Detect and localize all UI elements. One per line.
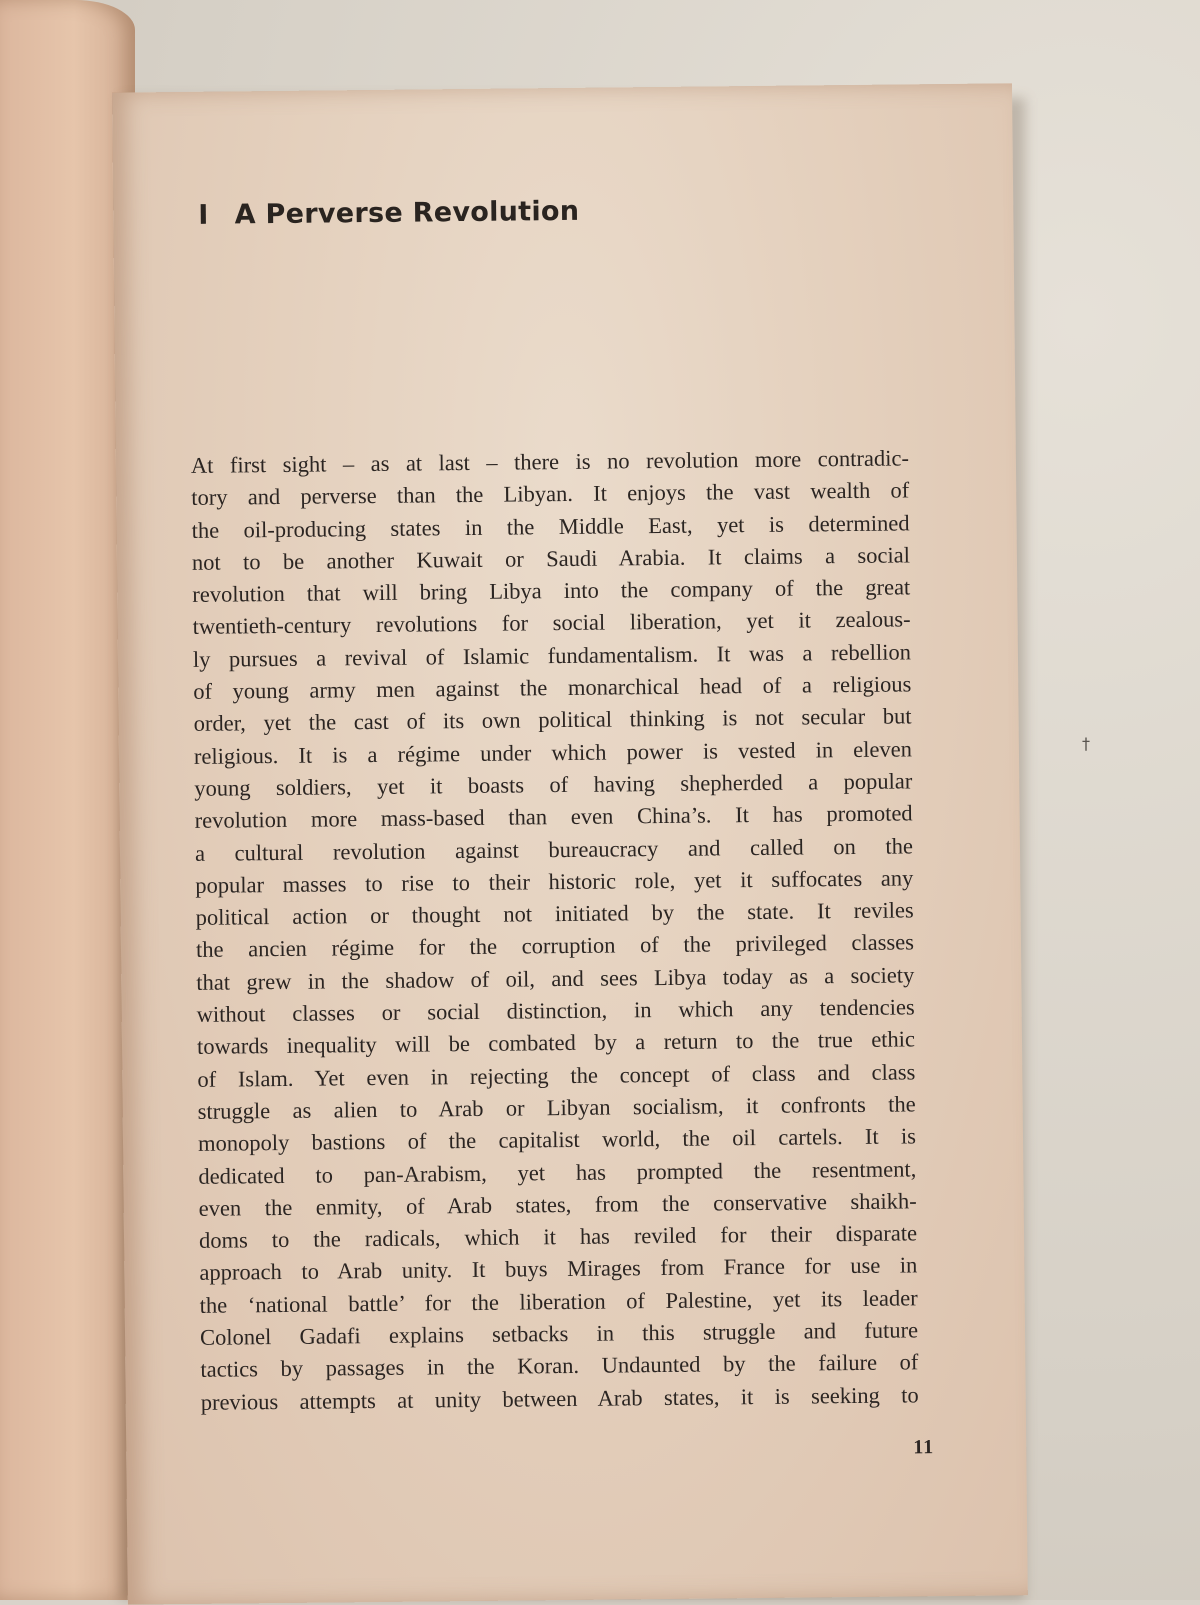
text-line: a cultural revolution against bureaucracy and called on the bbox=[194, 832, 914, 866]
chapter-heading bbox=[198, 196, 579, 231]
text-line: Colonel Gadafi explains setbacks in this struggle and future bbox=[199, 1317, 919, 1350]
text-line: even the enmity, of Arab states, from the conservative shaikh- bbox=[198, 1188, 917, 1221]
text-line: revolution that will bring Libya into the company of the great bbox=[192, 574, 911, 608]
text-line: monopoly bastions of the capitalist world, the oil cartels. It is bbox=[197, 1123, 917, 1157]
text-line: the ‘national battle’ for the liberation of Palestine, yet its leader bbox=[199, 1285, 918, 1318]
text-line: religious. It is a régime under which power is vested in eleven bbox=[193, 736, 913, 769]
text-line: twentieth-century revolutions for social liberation, yet it zealous- bbox=[192, 606, 911, 640]
text-line: of young army men against the monarchical head of a religious bbox=[193, 671, 912, 704]
text-line: young soldiers, yet it boasts of having shepherded a popular bbox=[194, 768, 913, 801]
text-line: ly pursues a revival of Islamic fundamentalism. It was a rebellion bbox=[192, 639, 912, 672]
chapter-number: I bbox=[198, 199, 209, 231]
text-line: without classes or social distinction, in which any tendencies bbox=[196, 994, 915, 1027]
text-line: that grew in the shadow of oil, and sees Libya today as a society bbox=[196, 962, 915, 995]
text-line: not to be another Kuwait or Saudi Arabia. It claims a social bbox=[191, 542, 911, 575]
body-paragraph bbox=[191, 442, 919, 1418]
text-line: the ancien régime for the corruption of the privileged classes bbox=[195, 929, 915, 963]
page-number: 11 bbox=[913, 1436, 935, 1459]
text-line: tactics by passages in the Koran. Undaunted by the failure of bbox=[200, 1349, 919, 1383]
text-line: towards inequality will be combated by a return to the true ethic bbox=[196, 1026, 916, 1060]
pencil-mark: † bbox=[1082, 734, 1090, 753]
text-line: political action or thought not initiated by the state. It reviles bbox=[195, 897, 914, 931]
text-line: At first sight – as at last – there is no revolution more contradic- bbox=[190, 445, 910, 478]
text-line: tory and perverse than the Libyan. It enjoys the vast wealth of bbox=[191, 477, 910, 511]
text-line: doms to the radicals, which it has reviled for their disparate bbox=[198, 1220, 918, 1253]
text-line: of Islam. Yet even in rejecting the concept of class and class bbox=[197, 1058, 916, 1092]
text-line: order, yet the cast of its own political thinking is not secular but bbox=[193, 703, 912, 737]
text-line: dedicated to pan-Arabism, yet has prompted the resentment, bbox=[198, 1155, 917, 1189]
text-line: approach to Arab unity. It buys Mirages from France for use in bbox=[199, 1252, 918, 1286]
book-page bbox=[112, 83, 1028, 1604]
text-line: popular masses to rise to their historic role, yet it suffocates any bbox=[195, 865, 914, 898]
text-line: the oil-producing states in the Middle East, yet is determined bbox=[191, 509, 910, 543]
text-line: previous attempts at unity between Arab states, it is seeking to bbox=[200, 1381, 919, 1415]
text-line: struggle as alien to Arab or Libyan socialism, it confronts the bbox=[197, 1091, 916, 1124]
chapter-title: A Perverse Revolution bbox=[234, 195, 580, 231]
text-line: revolution more mass-based than even China’s. It has promoted bbox=[194, 800, 913, 834]
